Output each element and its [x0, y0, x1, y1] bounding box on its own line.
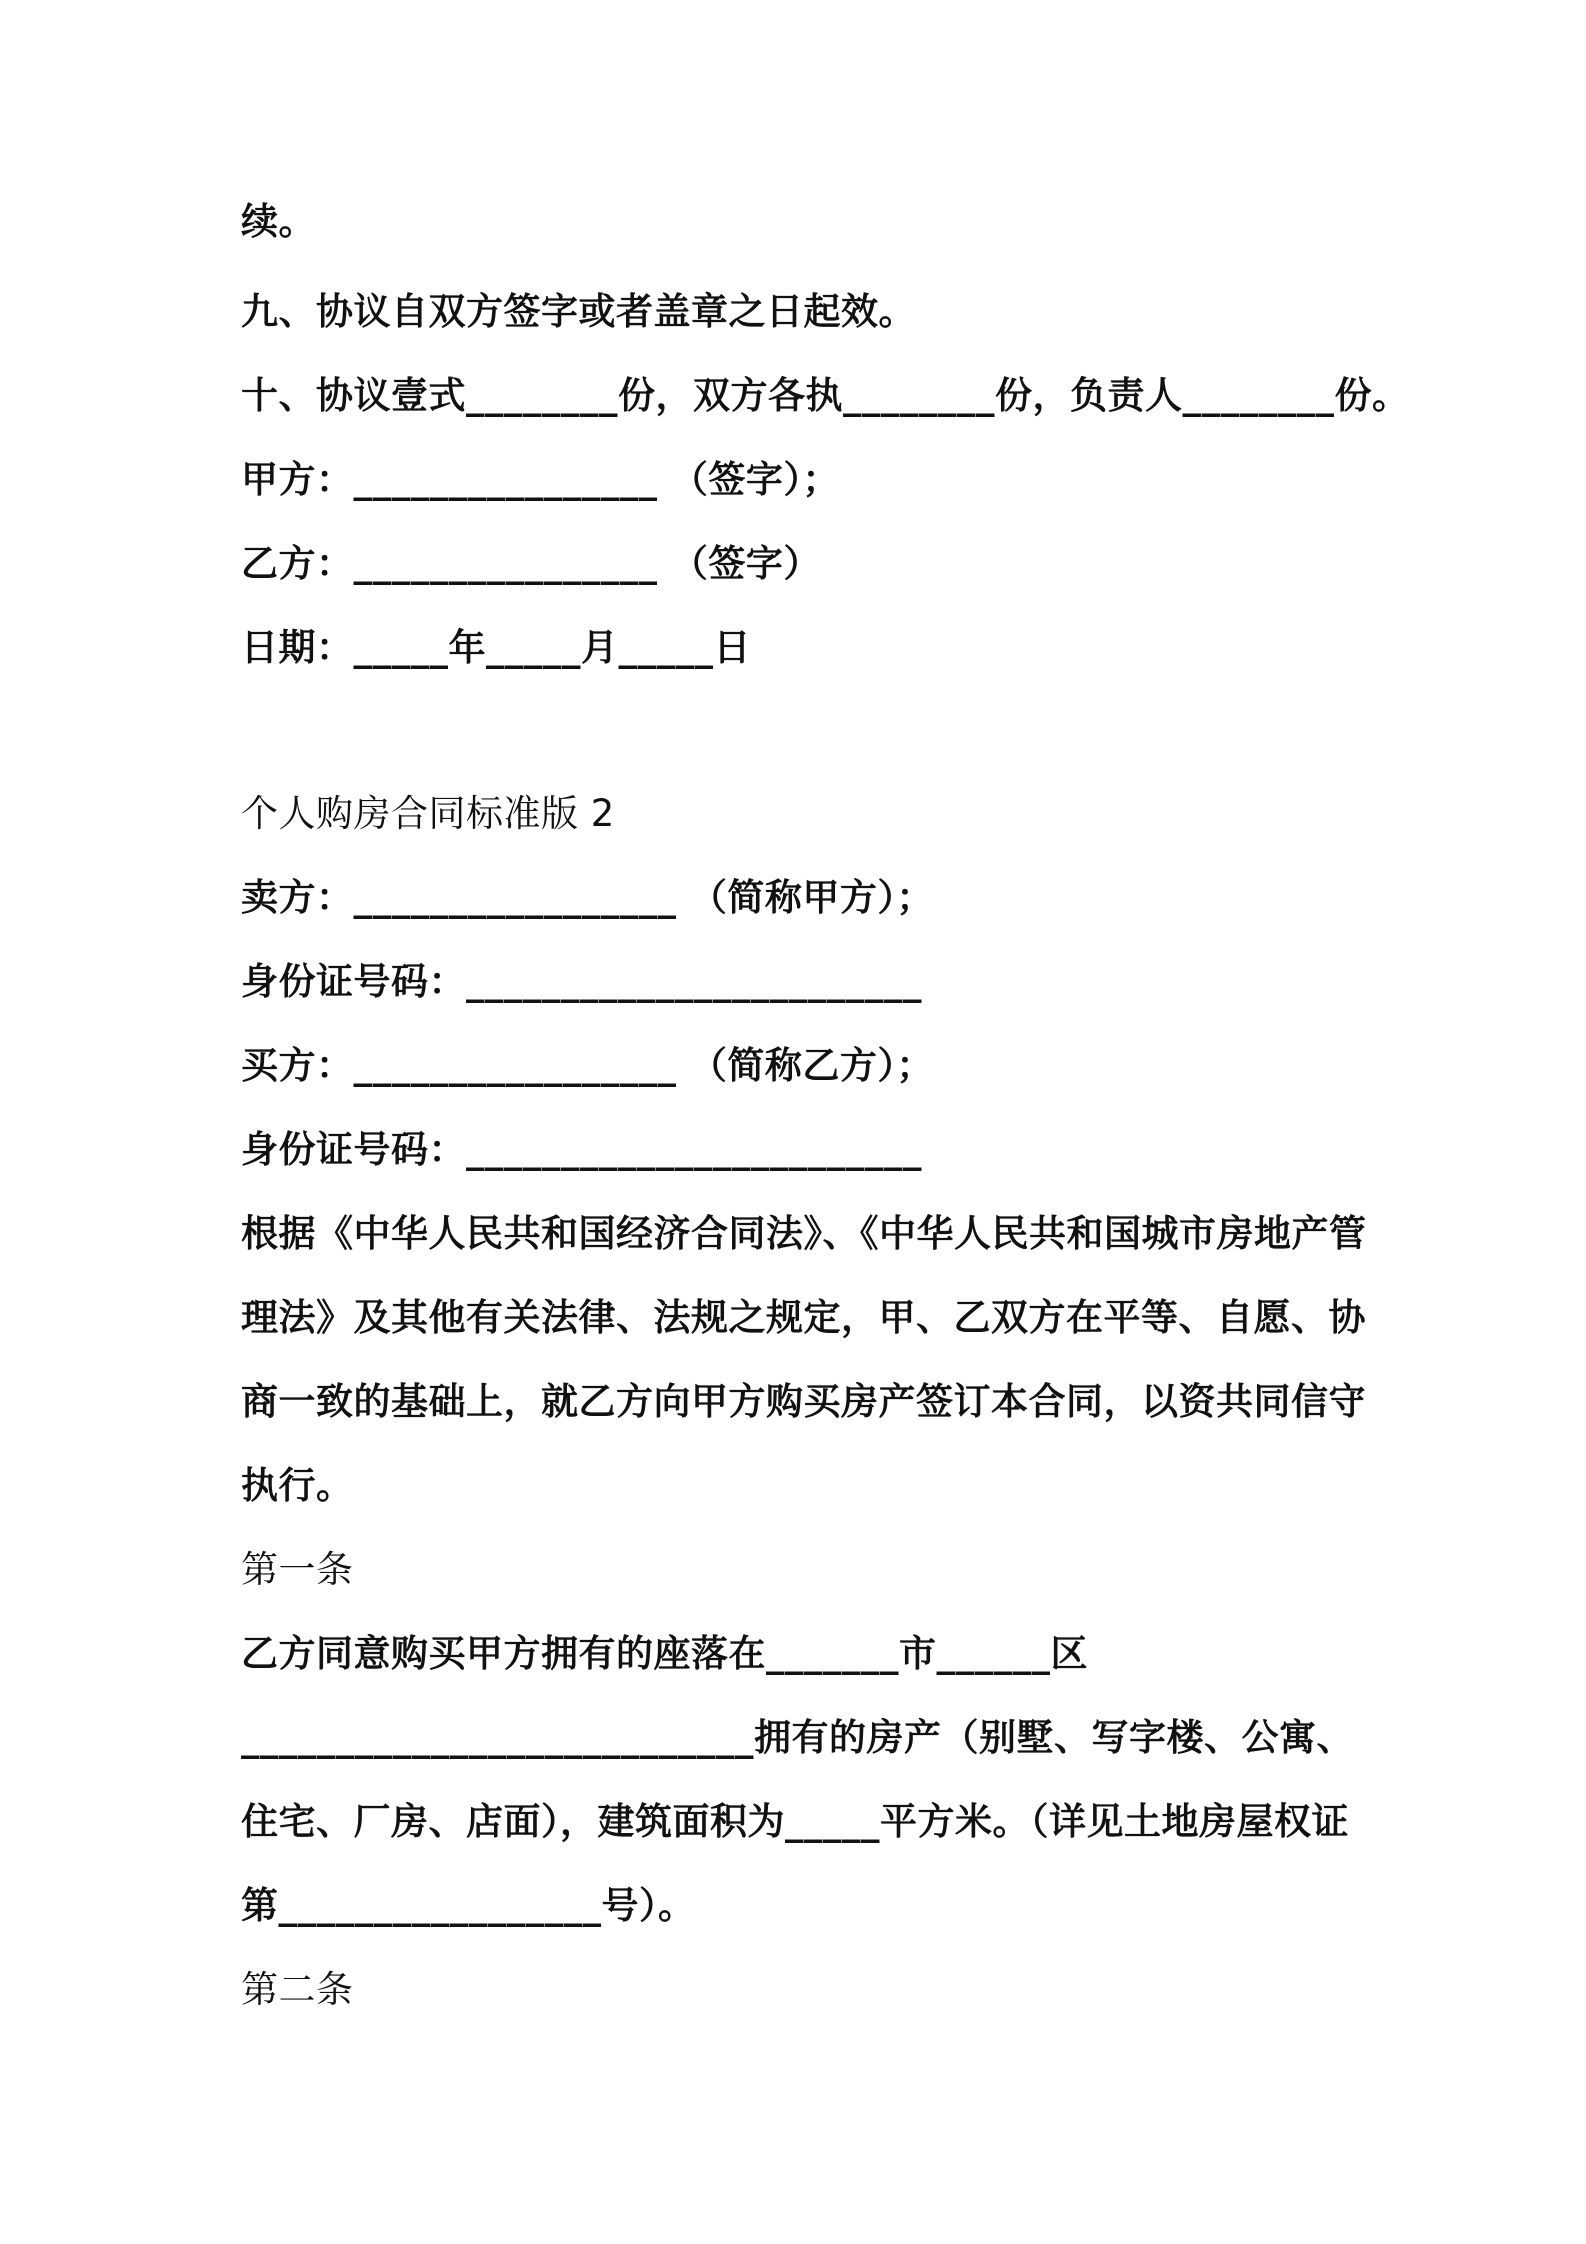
article-one-line-2: ___________________________拥有的房产（别墅、写字楼、公寓、 [241, 1716, 1354, 1759]
preamble-line-1: 根据《中华人民共和国经济合同法》、《中华人民共和国城市房地产管 [241, 1212, 1367, 1255]
buyer-id-number-line: 身份证号码：________________________ [241, 1128, 922, 1171]
text-line-continuation: 续。 [241, 200, 316, 243]
article-one-heading: 第一条 [241, 1548, 354, 1591]
party-a-signature-line: 甲方：________________ （签字）； [241, 458, 840, 501]
seller-id-number-line: 身份证号码：________________________ [241, 960, 922, 1003]
contract-title: 个人购房合同标准版 2 [241, 792, 615, 835]
seller-line: 卖方：_________________ （简称甲方）； [241, 876, 934, 919]
party-b-signature-line: 乙方：________________ （签字） [241, 542, 821, 585]
preamble-line-2: 理法》及其他有关法律、法规之规定，甲、乙双方在平等、自愿、协 [241, 1296, 1366, 1339]
article-one-line-3: 住宅、厂房、店面），建筑面积为_____平方米。（详见土地房屋权证 [241, 1800, 1349, 1843]
preamble-line-3: 商一致的基础上，就乙方向甲方购买房产签订本合同，以资共同信守 [241, 1380, 1366, 1423]
preamble-line-4: 执行。 [241, 1464, 354, 1507]
date-line: 日期：_____年_____月_____日 [241, 626, 751, 669]
article-two-heading: 第二条 [241, 1968, 354, 2011]
buyer-line: 买方：_________________ （简称乙方）； [241, 1044, 934, 1087]
clause-nine: 九、协议自双方签字或者盖章之日起效。 [241, 290, 916, 333]
clause-ten: 十、协议壹式________份，双方各执________份，负责人________份。 [241, 374, 1410, 417]
article-one-line-1: 乙方同意购买甲方拥有的座落在_______市______区 [241, 1632, 1088, 1675]
article-one-line-4: 第_________________号）。 [241, 1884, 696, 1927]
